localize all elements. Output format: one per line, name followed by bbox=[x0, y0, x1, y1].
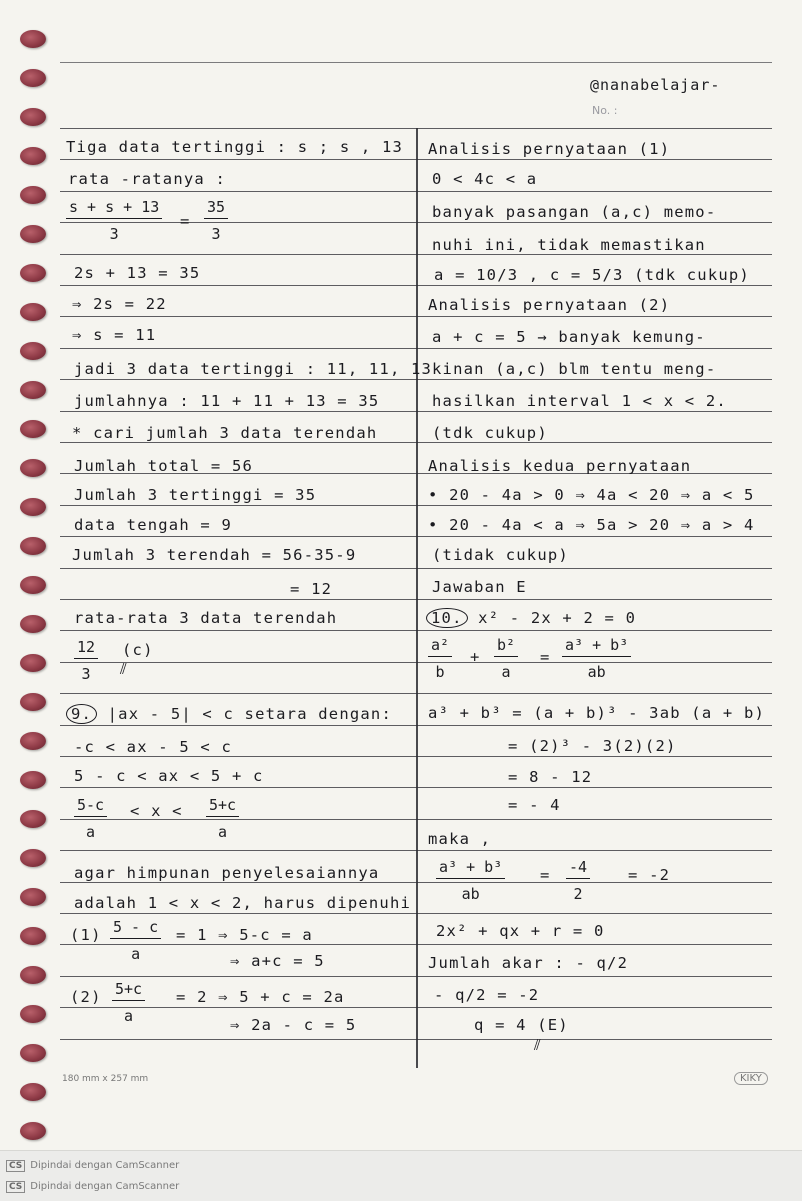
condition-1-result: = 1 ⇒ 5-c = a bbox=[176, 926, 313, 944]
plus-sign: + bbox=[470, 648, 481, 666]
binder-hole bbox=[20, 966, 46, 984]
condition-2-label: (2) bbox=[70, 988, 102, 1006]
fraction-left-bound bbox=[74, 796, 107, 841]
right-line-25: Jumlah akar : - q/2 bbox=[428, 954, 629, 972]
fraction-numerator: a² bbox=[428, 636, 452, 657]
fraction-sum bbox=[66, 198, 162, 243]
problem-number-10: 10. bbox=[426, 608, 468, 628]
fraction-numerator: s + s + 13 bbox=[66, 198, 162, 219]
scanner-strip bbox=[0, 1150, 802, 1201]
right-line-9: hasilkan interval 1 < x < 2. bbox=[432, 392, 727, 410]
binder-hole bbox=[20, 225, 46, 243]
binder-hole bbox=[20, 693, 46, 711]
binder-hole bbox=[20, 1083, 46, 1101]
fraction-minus-four-over-two bbox=[566, 858, 590, 903]
left-line-12: data tengah = 9 bbox=[74, 516, 232, 534]
right-line-20: = 8 - 12 bbox=[508, 768, 593, 786]
right-line-7: a + c = 5 → banyak kemung- bbox=[432, 328, 706, 346]
left-line-4: 2s + 13 = 35 bbox=[74, 264, 201, 282]
binder-hole bbox=[20, 147, 46, 165]
left-line-2: rata -ratanya : bbox=[68, 170, 226, 188]
fraction-numerator: 5+c bbox=[112, 980, 145, 1001]
left-line-14: = 12 bbox=[290, 580, 333, 598]
binder-holes bbox=[0, 0, 60, 1140]
fraction-numerator: a³ + b³ bbox=[562, 636, 631, 657]
camscanner-icon: CS bbox=[6, 1181, 25, 1193]
right-line-24: 2x² + qx + r = 0 bbox=[436, 922, 605, 940]
fraction-denominator: 2 bbox=[573, 885, 583, 903]
scanner-watermark-2 bbox=[6, 1181, 179, 1193]
camscanner-icon: CS bbox=[6, 1160, 25, 1172]
binder-hole bbox=[20, 576, 46, 594]
fraction-cube-sum-result bbox=[436, 858, 505, 903]
right-line-3: banyak pasangan (a,c) memo- bbox=[432, 203, 717, 221]
problem-9-line bbox=[66, 704, 392, 724]
problem-10-equation: x² - 2x + 2 = 0 bbox=[478, 609, 637, 627]
right-line-6: Analisis pernyataan (2) bbox=[428, 296, 671, 314]
binder-hole bbox=[20, 888, 46, 906]
left-line-19: 5 - c < ax < 5 + c bbox=[74, 767, 264, 785]
fraction-b-squared-over-a bbox=[494, 636, 518, 681]
right-line-10: (tdk cukup) bbox=[432, 424, 548, 442]
binder-hole bbox=[20, 108, 46, 126]
right-line-5: a = 10/3 , c = 5/3 (tdk cukup) bbox=[434, 266, 750, 284]
right-line-26: - q/2 = -2 bbox=[434, 986, 540, 1004]
paper-size-label: 180 mm x 257 mm bbox=[62, 1074, 149, 1084]
binder-hole bbox=[20, 927, 46, 945]
right-line-11: Analisis kedua pernyataan bbox=[428, 457, 692, 475]
binder-hole bbox=[20, 1044, 46, 1062]
right-line-19: = (2)³ - 3(2)(2) bbox=[508, 737, 677, 755]
left-line-26: ⇒ 2a - c = 5 bbox=[230, 1016, 357, 1034]
condition-2-result: = 2 ⇒ 5 + c = 2a bbox=[176, 988, 345, 1006]
binder-hole bbox=[20, 420, 46, 438]
answer-c: (c) bbox=[122, 641, 154, 659]
problem-10-line bbox=[426, 608, 636, 628]
fraction-condition-2 bbox=[112, 980, 145, 1025]
fraction-denominator: 3 bbox=[109, 225, 119, 243]
left-line-18: -c < ax - 5 < c bbox=[74, 738, 232, 756]
left-line-8: jumlahnya : 11 + 11 + 13 = 35 bbox=[74, 392, 380, 410]
binder-hole bbox=[20, 537, 46, 555]
right-line-18: a³ + b³ = (a + b)³ - 3ab (a + b) bbox=[428, 704, 766, 722]
binder-hole bbox=[20, 30, 46, 48]
fraction-denominator: a bbox=[86, 823, 96, 841]
column-divider bbox=[416, 128, 418, 1068]
left-line-11: Jumlah 3 tertinggi = 35 bbox=[74, 486, 317, 504]
binder-hole bbox=[20, 69, 46, 87]
fraction-denominator: b bbox=[435, 663, 445, 681]
binder-hole bbox=[20, 342, 46, 360]
scanner-text: Dipindai dengan CamScanner bbox=[30, 1181, 180, 1192]
fraction-numerator: a³ + b³ bbox=[436, 858, 505, 879]
equals-sign: = bbox=[540, 866, 551, 884]
fraction-numerator: 5+c bbox=[206, 796, 239, 817]
fraction-numerator: 35 bbox=[204, 198, 228, 219]
binder-hole bbox=[20, 186, 46, 204]
right-line-22: maka , bbox=[428, 830, 492, 848]
fraction-average bbox=[74, 638, 98, 683]
right-line-4: nuhi ini, tidak memastikan bbox=[432, 236, 706, 254]
left-line-22: adalah 1 < x < 2, harus dipenuhi bbox=[74, 894, 412, 912]
right-line-13: • 20 - 4a < a ⇒ 5a > 20 ⇒ a > 4 bbox=[428, 516, 755, 534]
result-minus-two: = -2 bbox=[628, 866, 671, 884]
left-line-1: Tiga data tertinggi : s ; s , 13 bbox=[66, 138, 404, 156]
left-line-5: ⇒ 2s = 22 bbox=[72, 295, 167, 313]
left-line-24: ⇒ a+c = 5 bbox=[230, 952, 325, 970]
fraction-numerator: -4 bbox=[566, 858, 590, 879]
underline-mark: ⫽ bbox=[534, 1036, 541, 1054]
binder-hole bbox=[20, 849, 46, 867]
binder-hole bbox=[20, 771, 46, 789]
left-line-13: Jumlah 3 terendah = 56-35-9 bbox=[72, 546, 357, 564]
fraction-denominator: a bbox=[124, 1007, 134, 1025]
fraction-cube-sum-over-ab bbox=[562, 636, 631, 681]
brand-badge: KIKY bbox=[734, 1072, 768, 1085]
fraction-result bbox=[204, 198, 228, 243]
left-line-9: * cari jumlah 3 data terendah bbox=[72, 424, 378, 442]
binder-hole bbox=[20, 264, 46, 282]
binder-hole bbox=[20, 303, 46, 321]
right-line-14: (tidak cukup) bbox=[432, 546, 569, 564]
fraction-denominator: ab bbox=[461, 885, 480, 903]
equals-sign: = bbox=[540, 648, 551, 666]
right-line-21: = - 4 bbox=[508, 796, 561, 814]
left-line-10: Jumlah total = 56 bbox=[74, 457, 254, 475]
binder-hole bbox=[20, 654, 46, 672]
problem-number-9: 9. bbox=[66, 704, 97, 724]
page-number-label: No. : bbox=[592, 104, 618, 117]
fraction-numerator: 5 - c bbox=[110, 918, 161, 939]
binder-hole bbox=[20, 615, 46, 633]
fraction-denominator: a bbox=[218, 823, 228, 841]
right-line-15: Jawaban E bbox=[432, 578, 527, 596]
fraction-denominator: a bbox=[501, 663, 511, 681]
fraction-numerator: b² bbox=[494, 636, 518, 657]
binder-hole bbox=[20, 810, 46, 828]
problem-9-statement: |ax - 5| < c setara dengan: bbox=[107, 705, 392, 723]
fraction-condition-1 bbox=[110, 918, 161, 963]
fraction-denominator: 3 bbox=[81, 665, 91, 683]
right-line-2: 0 < 4c < a bbox=[432, 170, 538, 188]
binder-hole bbox=[20, 498, 46, 516]
underline-mark: ⫽ bbox=[120, 660, 127, 678]
right-line-8: kinan (a,c) blm tentu meng- bbox=[432, 360, 717, 378]
header-rule bbox=[60, 62, 772, 63]
fraction-a-squared-over-b bbox=[428, 636, 452, 681]
right-line-12: • 20 - 4a > 0 ⇒ 4a < 20 ⇒ a < 5 bbox=[428, 486, 755, 504]
left-line-7: jadi 3 data tertinggi : 11, 11, 13 bbox=[74, 360, 433, 378]
right-line-1: Analisis pernyataan (1) bbox=[428, 140, 671, 158]
fraction-numerator: 12 bbox=[74, 638, 98, 659]
inequality-middle: < x < bbox=[130, 802, 183, 820]
left-line-15: rata-rata 3 data terendah bbox=[74, 609, 338, 627]
fraction-right-bound bbox=[206, 796, 239, 841]
fraction-denominator: 3 bbox=[211, 225, 221, 243]
left-line-21: agar himpunan penyelesaiannya bbox=[74, 864, 380, 882]
binder-hole bbox=[20, 732, 46, 750]
right-line-27: q = 4 (E) bbox=[474, 1016, 569, 1034]
condition-1-label: (1) bbox=[70, 926, 102, 944]
fraction-numerator: 5-c bbox=[74, 796, 107, 817]
binder-hole bbox=[20, 1005, 46, 1023]
fraction-denominator: a bbox=[131, 945, 141, 963]
binder-hole bbox=[20, 1122, 46, 1140]
scanner-watermark-1 bbox=[6, 1160, 179, 1172]
left-line-6: ⇒ s = 11 bbox=[72, 326, 157, 344]
author-handle: @nanabelajar- bbox=[590, 76, 721, 94]
scanner-text: Dipindai dengan CamScanner bbox=[30, 1160, 180, 1171]
binder-hole bbox=[20, 381, 46, 399]
fraction-denominator: ab bbox=[587, 663, 606, 681]
equals-sign: = bbox=[180, 212, 191, 230]
binder-hole bbox=[20, 459, 46, 477]
